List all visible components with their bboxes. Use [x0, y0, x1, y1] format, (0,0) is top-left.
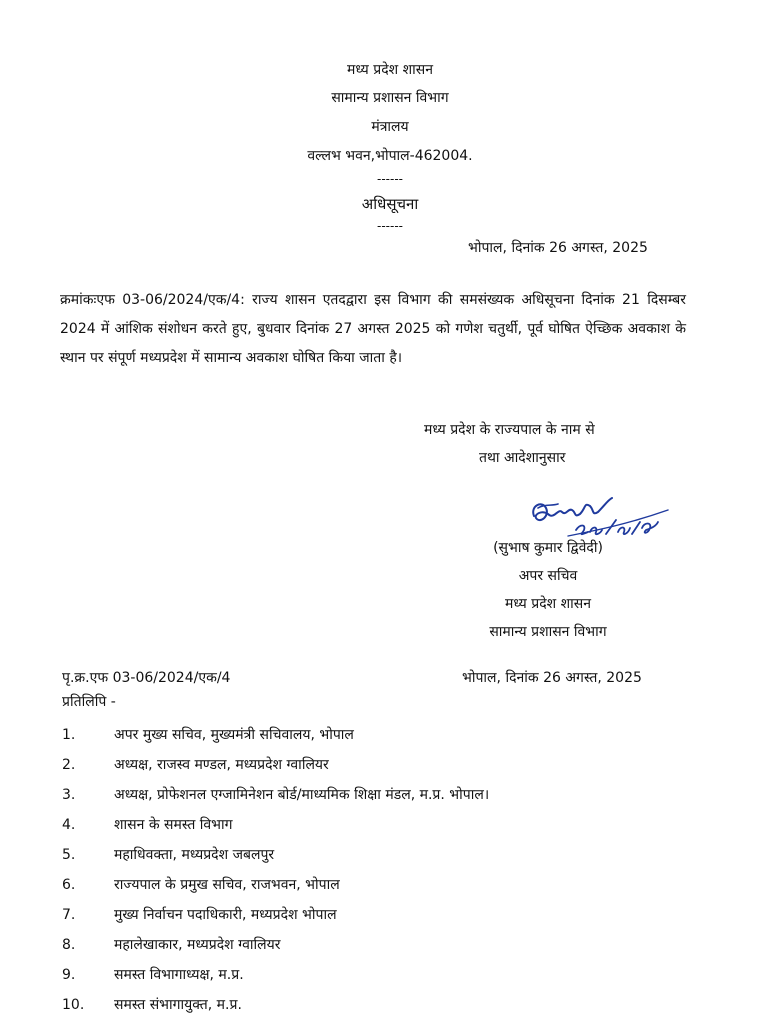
- list-item-text: अपर मुख्य सचिव, मुख्यमंत्री सचिवालय, भोपाल: [114, 727, 354, 743]
- list-item-text: अध्यक्ष, प्रोफेशनल एग्जामिनेशन बोर्ड/माध्यमिक शिक्षा मंडल, म.प्र. भोपाल।: [114, 787, 490, 803]
- list-item-number: 9.: [62, 967, 76, 983]
- authority-line-2: तथा आदेशानुसार: [479, 450, 566, 466]
- list-item: [62, 780, 722, 810]
- signatory-designation: अपर सचिव: [518, 568, 578, 584]
- list-item: [62, 900, 722, 930]
- list-item-number: 2.: [62, 757, 76, 773]
- signatory-org-1: मध्य प्रदेश शासन: [505, 596, 591, 612]
- list-item-text: महालेखाकार, मध्यप्रदेश ग्वालियर: [114, 937, 281, 953]
- copy-label: प्रतिलिपि -: [62, 694, 116, 710]
- header-gov-name: मध्य प्रदेश शासन: [347, 62, 433, 78]
- copy-distribution-list: [62, 720, 722, 1020]
- list-item-text: राज्यपाल के प्रमुख सचिव, राजभवन, भोपाल: [114, 877, 340, 893]
- signatory-name: (सुभाष कुमार द्विवेदी): [493, 540, 603, 556]
- list-item-text: मुख्य निर्वाचन पदाधिकारी, मध्यप्रदेश भोपाल: [114, 907, 337, 923]
- notification-date: भोपाल, दिनांक 26 अगस्त, 2025: [468, 240, 648, 256]
- signatory-org-2: सामान्य प्रशासन विभाग: [489, 624, 607, 640]
- list-item-number: 10.: [62, 997, 85, 1013]
- notification-body: क्रमांकःएफ 03-06/2024/एक/4: राज्य शासन एतदद्वारा इस विभाग की समसंख्यक अधिसूचना दिनांक 21 दिसम्बर 2024 में आंशिक संशोधन करते हुए, बुधवार दिनांक 27 अगस्त 2025 को गणेश चतुर्थी, पूर्व घोषित ऐच्छिक अवकाश के स्थान पर संपूर्ण मध्यप्रदेश में सामान्य अवकाश घोषित किया जाता है।: [60, 292, 686, 366]
- list-item-number: 1.: [62, 727, 76, 743]
- list-item: [62, 720, 722, 750]
- list-item: [62, 990, 722, 1020]
- list-item-number: 7.: [62, 907, 76, 923]
- header-address: वल्लभ भवन,भोपाल-462004.: [307, 148, 473, 164]
- list-item-number: 6.: [62, 877, 76, 893]
- list-item-number: 4.: [62, 817, 76, 833]
- list-item-text: शासन के समस्त विभाग: [114, 817, 233, 833]
- list-item: [62, 930, 722, 960]
- list-item-number: 8.: [62, 937, 76, 953]
- authority-line-1: मध्य प्रदेश के राज्यपाल के नाम से: [424, 422, 595, 438]
- list-item: [62, 840, 722, 870]
- header-divider-top: ------: [377, 172, 403, 186]
- list-item-number: 3.: [62, 787, 76, 803]
- list-item-text: समस्त संभागायुक्त, म.प्र.: [114, 997, 242, 1013]
- list-item-text: अध्यक्ष, राजस्व मण्डल, मध्यप्रदेश ग्वालियर: [114, 757, 329, 773]
- list-item-text: समस्त विभागाध्यक्ष, म.प्र.: [114, 967, 244, 983]
- list-item-text: महाधिवक्ता, मध्यप्रदेश जबलपुर: [114, 847, 275, 863]
- header-divider-bottom: ------: [377, 219, 403, 233]
- notification-title: अधिसूचना: [361, 195, 419, 213]
- list-item-number: 5.: [62, 847, 76, 863]
- list-item: [62, 750, 722, 780]
- endorsement-date: भोपाल, दिनांक 26 अगस्त, 2025: [462, 670, 642, 686]
- list-item: [62, 960, 722, 990]
- handwritten-signature: [528, 486, 678, 540]
- endorsement-ref: पृ.क्र.एफ 03-06/2024/एक/4: [62, 670, 231, 686]
- header-mantralaya: मंत्रालय: [371, 119, 409, 135]
- header-department: सामान्य प्रशासन विभाग: [331, 90, 449, 106]
- list-item: [62, 810, 722, 840]
- list-item: [62, 870, 722, 900]
